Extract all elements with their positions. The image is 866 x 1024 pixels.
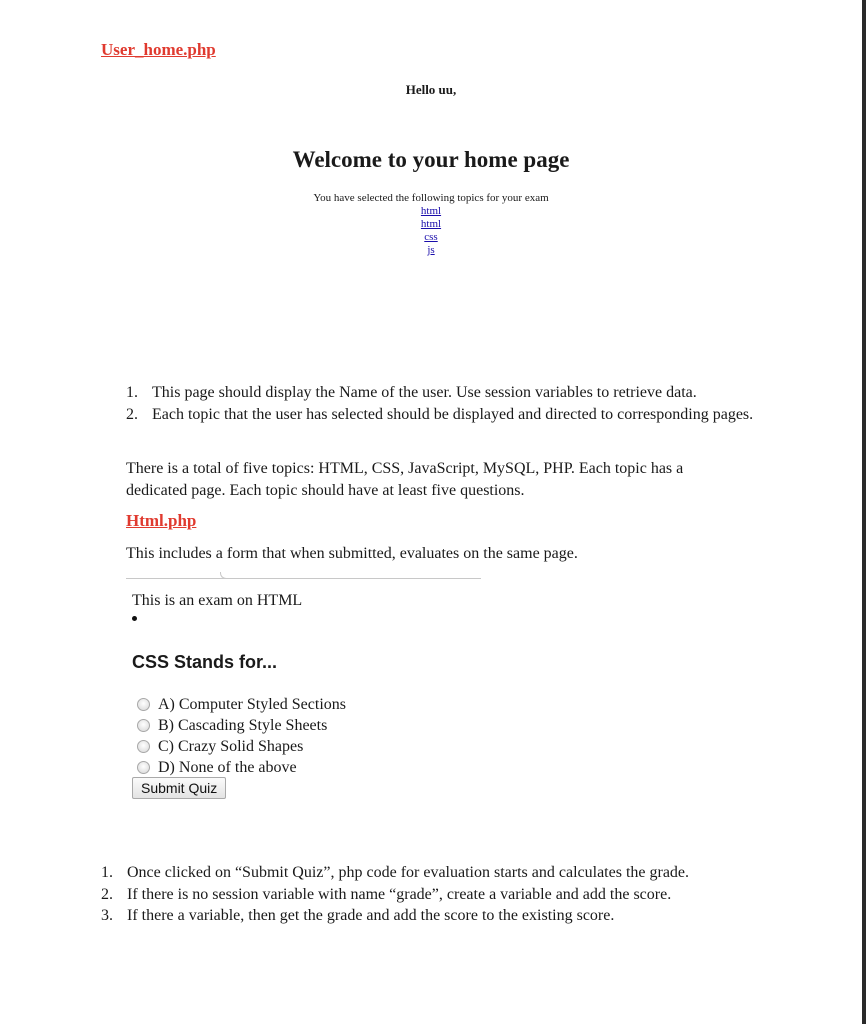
radio-icon[interactable] [137,740,150,753]
topics-paragraph: There is a total of five topics: HTML, CSS, JavaScript, MySQL, PHP. Each topic has a dedicated page. Each topic should have at least five questions. [126,460,684,499]
topic-link-js[interactable]: js [427,244,435,256]
bullet-icon [132,616,137,621]
topic-link-css[interactable]: css [424,231,438,243]
html-php-heading: Html.php [126,511,197,530]
list-item: 2. Each topic that the user has selected should be displayed and directed to corresponding pages. [126,405,754,423]
radio-icon[interactable] [137,698,150,711]
answer-options [137,694,346,778]
requirements-list-2 [101,862,761,927]
submit-quiz-button[interactable]: Submit Quiz [132,777,226,799]
selected-topics-text: You have selected the following topics for your exam [313,192,549,204]
quiz-screenshot [132,591,346,796]
home-page-screenshot [0,80,862,257]
option-d[interactable]: D) None of the above [137,757,346,778]
option-a[interactable]: A) Computer Styled Sections [137,694,346,715]
welcome-heading: Welcome to your home page [292,147,570,172]
exam-title: This is an exam on HTML [132,592,303,609]
screenshot-tab-edge [220,572,481,579]
topic-link-html[interactable]: html [420,218,442,230]
hello-greeting: Hello uu, [405,82,457,97]
option-b[interactable]: B) Cascading Style Sheets [137,715,346,736]
right-edge-bar [862,0,866,1024]
requirements-list-1 [126,382,756,425]
radio-icon[interactable] [137,761,150,774]
list-item: 1. This page should display the Name of the user. Use session variables to retrieve data. [126,384,697,401]
option-c[interactable]: C) Crazy Solid Shapes [137,736,346,757]
topic-links [0,205,862,257]
form-description: This includes a form that when submitted, evaluates on the same page. [126,545,578,562]
list-item: 2. If there is no session variable with name “grade”, create a variable and add the score. [101,885,672,903]
doc-title-heading: User_home.php [101,40,216,59]
question-heading: CSS Stands for... [132,652,278,672]
list-item: 1. Once clicked on “Submit Quiz”, php code for evaluation starts and calculates the grade. [101,864,690,881]
radio-icon[interactable] [137,719,150,732]
list-item: 3. If there a variable, then get the grade and add the score to the existing score. [101,907,615,924]
topic-link-html[interactable]: html [420,205,442,217]
